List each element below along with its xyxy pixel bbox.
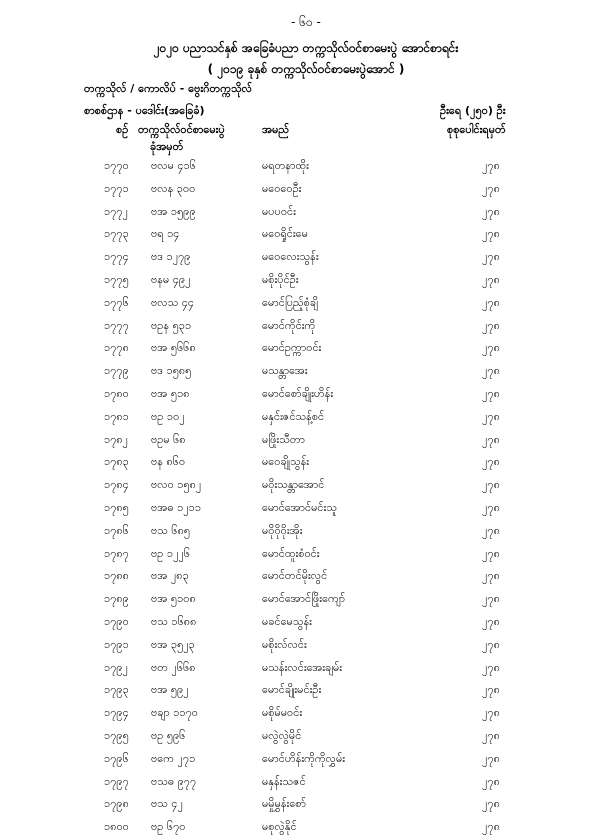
- roll-no-header-line2: ခုံအမှတ်: [150, 140, 184, 153]
- marks-cell: ၂၇၈: [482, 706, 500, 720]
- roll-no-cell: ဗသ ၁၆၈၈: [151, 614, 197, 628]
- serial-cell: ၁၇၇၆: [104, 295, 129, 309]
- serial-cell: ၁၇၈၇: [104, 546, 129, 560]
- name-cell: မောင်ဥက္ကာဝင်း: [262, 341, 322, 355]
- marks-cell: ၂၇၈: [482, 500, 500, 514]
- result-row: [0, 406, 612, 429]
- name-cell: မောင်စော်ချိုးဟိန်း: [262, 386, 334, 400]
- roll-no-cell: ဗသ ၄၂: [151, 797, 184, 811]
- marks-cell: ၂၇၈: [482, 181, 500, 195]
- result-row: [0, 269, 612, 292]
- result-row: [0, 657, 612, 680]
- roll-no-cell: ဗနမ ၄၉၂: [151, 272, 191, 286]
- name-cell: မဝေလေးသွန်း: [262, 250, 319, 264]
- serial-cell: ၁၇၇၅: [104, 272, 129, 286]
- roll-no-cell: ဗအ ၅၁၀၈: [151, 592, 196, 606]
- serial-cell: ၁၇၇၉: [104, 364, 129, 378]
- serial-cell: ၁၇၇၁: [104, 181, 129, 195]
- name-cell: မမှိုမွှန်းစော်: [262, 797, 307, 811]
- serial-cell: ၁၇၇၇: [104, 318, 129, 332]
- result-row: [0, 383, 612, 406]
- result-row: [0, 246, 612, 269]
- result-row: [0, 588, 612, 611]
- serial-cell: ၁၇၈၄: [104, 478, 129, 492]
- marks-cell: ၂၇၈: [482, 614, 500, 628]
- roll-no-cell: ဗအ ၃၅၂၃: [151, 637, 195, 651]
- serial-cell: ၁၇၈၀: [104, 386, 129, 400]
- marks-cell: ၂၇၈: [482, 751, 500, 765]
- marks-cell: ၂၇၈: [482, 272, 500, 286]
- name-cell: မောင်ဟိန်းကိုကိုလွှမ်း: [262, 751, 346, 765]
- name-cell: မဝေချိုသွန်း: [262, 455, 310, 469]
- marks-cell: ၂၇၈: [482, 774, 500, 788]
- serial-cell: ၁၇၉၆: [104, 751, 129, 765]
- roll-no-cell: ဗအ ၂၈၃: [151, 569, 189, 583]
- name-cell: မဝိုဝိုဝိုးအိုး: [262, 523, 303, 537]
- result-row: [0, 178, 612, 201]
- roll-no-cell: ဗဥ ၁၂၂၆: [151, 546, 191, 560]
- result-row: [0, 702, 612, 725]
- quota-label: ဦးရေ (၂၅၀) ဦး: [440, 104, 506, 117]
- roll-no-cell: ဗချာ ၁၁၇၀: [151, 706, 198, 720]
- roll-no-cell: ဗလမ ၄၁၆: [151, 159, 196, 172]
- marks-cell: ၂၇၈: [482, 569, 500, 583]
- serial-cell: ၁၇၉၅: [104, 728, 129, 742]
- roll-no-cell: ဗအ ၅၆၆၈: [151, 341, 196, 355]
- roll-no-cell: ဗဥန ၅၃၁: [151, 318, 192, 332]
- name-cell: မသန်းလင်းအေးချမ်း: [262, 660, 343, 674]
- marks-cell: ၂၇၈: [482, 432, 500, 446]
- result-row: [0, 520, 612, 543]
- result-row: [0, 451, 612, 474]
- name-cell: မရတနာထိုး: [262, 159, 309, 172]
- serial-cell: ၁၇၇၀: [104, 159, 129, 172]
- serial-cell: ၁၇၈၁: [104, 409, 129, 423]
- name-cell: မောင်တင်မိုးလွင်: [262, 569, 328, 583]
- marks-cell: ၂၇၈: [482, 546, 500, 560]
- roll-no-cell: ဗဒ ၁၂၇၉: [151, 250, 191, 264]
- document-subtitle: ( ၂၀၁၉ ခုနှစ် တက္ကသိုလ်ဝင်စာမေးပွဲအောင် ): [207, 62, 405, 76]
- serial-cell: ၁၇၇၈: [104, 341, 129, 355]
- serial-cell: ၁၇၈၆: [104, 523, 129, 537]
- marks-cell: ၂၇၈: [482, 592, 500, 606]
- roll-no-cell: ဗဥ ၆၇၀: [151, 820, 186, 834]
- result-row: [0, 223, 612, 246]
- result-row: [0, 725, 612, 748]
- name-cell: မစိုမ်မဝင်း: [262, 706, 303, 720]
- serial-cell: ၁၇၉၃: [104, 683, 129, 697]
- results-list: [0, 155, 612, 839]
- roll-no-cell: ဗတ ၂၆၆၈: [151, 660, 196, 674]
- serial-cell: ၁၇၈၃: [104, 455, 129, 469]
- page-number: - ၆၀ -: [291, 15, 321, 29]
- name-cell: မဖြိုးသီတာ: [262, 432, 306, 446]
- roll-no-cell: ဗသ ၆၈၅: [151, 523, 191, 537]
- name-cell: မောင်ပြည့်စုံချိ: [262, 295, 318, 309]
- marks-cell: ၂၇၈: [482, 204, 500, 218]
- roll-no-cell: ဗအ ၅၁၈: [151, 386, 190, 400]
- roll-no-cell: ဗန ၈၆၀: [151, 455, 186, 469]
- name-cell: မဝိုးသန္တာအောင်: [262, 478, 325, 492]
- name-cell: မစုလွဲနိုင်: [262, 820, 297, 834]
- name-cell: မပပဝင်း: [262, 204, 296, 218]
- marks-cell: ၂၇၈: [482, 478, 500, 492]
- name-cell: မနှန်းသဇင်: [262, 774, 306, 788]
- marks-cell: ၂၇၈: [482, 295, 500, 309]
- serial-header: စဉ်: [116, 123, 129, 136]
- exam-center-label: စာစစ်ဌာန - ပဒေါင်း(အခြေခံ): [84, 104, 205, 117]
- result-row: [0, 771, 612, 794]
- result-row: [0, 155, 612, 178]
- roll-no-header: တက္ကသိုလ်ဝင်စာမေးပွဲ: [138, 123, 225, 136]
- marks-cell: ၂၇၈: [482, 409, 500, 423]
- marks-cell: ၂၇၈: [482, 660, 500, 674]
- roll-no-cell: ဗအ ၅၉၂: [151, 683, 189, 697]
- marks-cell: ၂၇၈: [482, 523, 500, 537]
- roll-no-cell: ဗရ ၁၄: [151, 227, 180, 241]
- marks-cell: ၂၇၈: [482, 364, 500, 378]
- result-row: [0, 816, 612, 839]
- marks-cell: ၂၇၈: [482, 341, 500, 355]
- name-cell: မောင်ကိုင်းကို: [262, 318, 316, 332]
- marks-cell: ၂၇၈: [482, 683, 500, 697]
- name-cell: မနှင်းဇင်သန့်စင်: [262, 409, 325, 423]
- marks-cell: ၂၇၈: [482, 797, 500, 811]
- roll-no-cell: ဗလန ၃၀၀: [151, 181, 196, 195]
- roll-no-cell: ဗကေ ၂၇၁: [151, 751, 196, 765]
- name-cell: မဝေရှိုင်းမေ: [262, 227, 308, 241]
- roll-no-cell: ဗဒ ၁၅၈၅: [151, 364, 192, 378]
- result-row: [0, 793, 612, 816]
- name-cell: မဝေဝေဦး: [262, 181, 302, 195]
- serial-cell: ၁၇၉၁: [104, 637, 129, 651]
- result-row: [0, 337, 612, 360]
- roll-no-cell: ဗအဓ ၁၂၁၁: [151, 500, 202, 514]
- roll-no-cell: ဗလဝ ၁၅၈၂: [151, 478, 202, 492]
- name-cell: မစိုးလ်လင်း: [262, 637, 307, 651]
- result-row: [0, 679, 612, 702]
- result-row: [0, 497, 612, 520]
- result-row: [0, 611, 612, 634]
- result-row: [0, 748, 612, 771]
- marks-cell: ၂၇၈: [482, 386, 500, 400]
- serial-cell: ၁၈၀၀: [104, 820, 129, 834]
- roll-no-cell: ဗလသ ၄၄: [151, 295, 195, 309]
- serial-cell: ၁၇၉၄: [104, 706, 129, 720]
- roll-no-cell: ဗသဓ ၉၇၇: [151, 774, 197, 788]
- university-label: တက္ကသိုလ် / ကောလိပ် - ဗွေးဂိတက္ကသိုလ်: [84, 82, 252, 95]
- roll-no-cell: ဗဥ ၁၀၂: [151, 409, 185, 423]
- serial-cell: ၁၇၇၂: [104, 204, 128, 218]
- result-row: [0, 315, 612, 338]
- result-row: [0, 474, 612, 497]
- marks-cell: ၂၇၈: [482, 637, 500, 651]
- marks-cell: ၂၇၈: [482, 250, 500, 264]
- roll-no-cell: ဗဥမ ၆၈: [151, 432, 186, 446]
- marks-cell: ၂၇၈: [482, 159, 500, 172]
- marks-cell: ၂၇၈: [482, 820, 500, 834]
- result-row: [0, 360, 612, 383]
- result-row: [0, 201, 612, 224]
- name-cell: မောင်ချိုးမင်းဦး: [262, 683, 322, 697]
- marks-cell: ၂၇၈: [482, 318, 500, 332]
- marks-header: စုစုပေါင်းရမှတ်: [447, 123, 506, 136]
- serial-cell: ၁၇၉၀: [104, 614, 129, 628]
- name-cell: မောင်ထူးစံဝင်း: [262, 546, 320, 560]
- serial-cell: ၁၇၉၈: [104, 797, 129, 811]
- name-cell: မသန္တာအေး: [262, 364, 308, 378]
- document-title: ၂၀၂၀ ပညာသင်နှစ် အခြေခံပညာ တက္ကသိုလ်ဝင်စာမေးပွဲ အောင်စာရင်း: [153, 41, 459, 55]
- name-cell: မလွဲလွဲမိုင်: [262, 728, 302, 742]
- result-row: [0, 292, 612, 315]
- serial-cell: ၁၇၈၂: [104, 432, 129, 446]
- serial-cell: ၁၇၇၃: [104, 227, 129, 241]
- marks-cell: ၂၇၈: [482, 728, 500, 742]
- marks-cell: ၂၇၈: [482, 227, 500, 241]
- serial-cell: ၁၇၈၅: [104, 500, 129, 514]
- serial-cell: ၁၇၉၇: [104, 774, 129, 788]
- roll-no-cell: ဗဥ ၅၉၆: [151, 728, 186, 742]
- roll-no-cell: ဗအ ၁၅၉၉: [151, 204, 196, 218]
- serial-cell: ၁၇၈၉: [104, 592, 129, 606]
- result-row: [0, 565, 612, 588]
- name-cell: မစိုးပိုင်ဦး: [262, 272, 299, 286]
- name-cell: မခင်မေသွန်း: [262, 614, 312, 628]
- marks-cell: ၂၇၈: [482, 455, 500, 469]
- name-cell: မောင်အောင်ဖြိုးကျော်: [262, 592, 346, 606]
- result-row: [0, 543, 612, 566]
- serial-cell: ၁၇၉၂: [104, 660, 128, 674]
- result-row: [0, 634, 612, 657]
- name-header: အမည်: [262, 123, 290, 136]
- result-row: [0, 429, 612, 452]
- serial-cell: ၁၇၈၈: [104, 569, 129, 583]
- name-cell: မောင်အောင်မင်းသူ: [262, 500, 337, 514]
- serial-cell: ၁၇၇၄: [104, 250, 129, 264]
